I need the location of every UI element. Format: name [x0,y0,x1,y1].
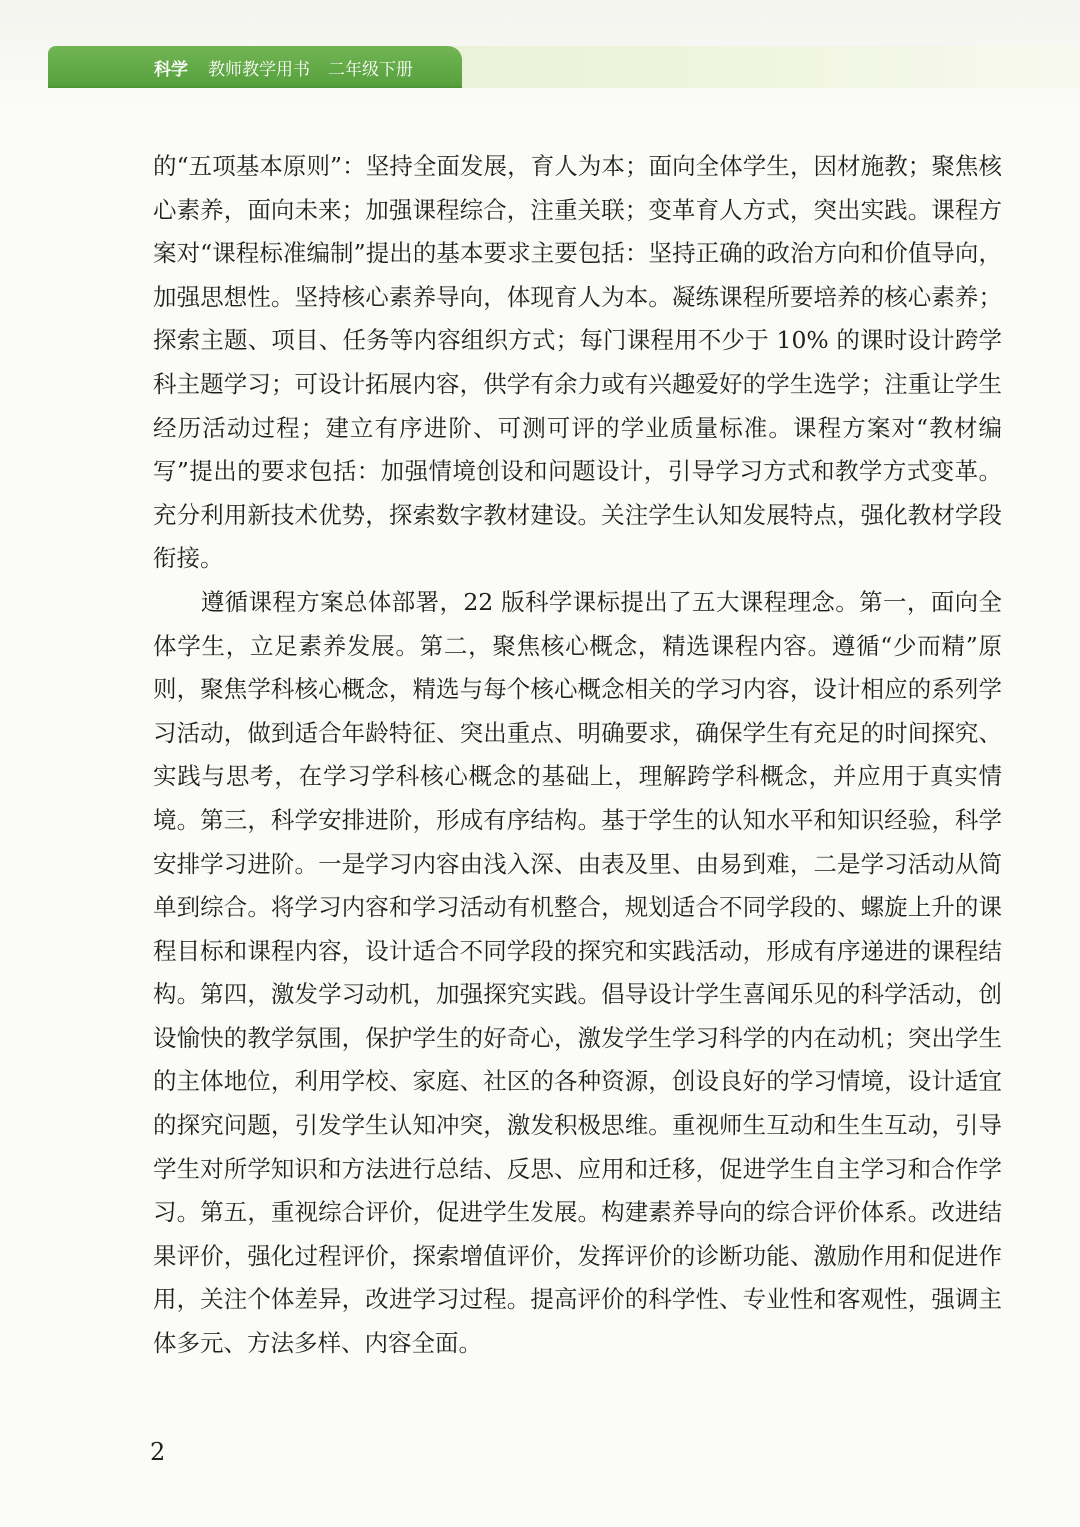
header-book-title: 教师教学用书 [208,59,310,80]
running-header [48,46,462,88]
header-subject: 科学 [154,59,188,80]
paragraph: 的“五项基本原则”：坚持全面发展，育人为本；面向全体学生，因材施教；聚焦核心素养，面向未来；加强课程综合，注重关联；变革育人方式，突出实践。课程方案对“课程标准编制”提出的基本要求主要包括：坚持正确的政治方向和价值导向，加强思想性。坚持核心素养导向，体现育人为本。凝练课程所要培养的核心素养；探索主题、项目、任务等内容组织方式；每门课程用不少于 10% 的课时设计跨学科主题学习；可设计拓展内容，供学有余力或有兴趣爱好的学生选学；注重让学生经历活动过程；建立有序进阶、可测可评的学业质量标准。课程方案对“教材编写”提出的要求包括：加强情境创设和问题设计，引导学习方式和教学方式变革。充分利用新技术优势，探索数字教材建设。关注学生认知发展特点，强化教材学段衔接。 [153,152,1002,573]
page-number: 2 [150,1438,166,1466]
header-grade: 二年级下册 [328,59,413,80]
paragraph: 遵循课程方案总体部署，22 版科学课标提出了五大课程理念。第一，面向全体学生，立足素养发展。第二，聚焦核心概念，精选课程内容。遵循“少而精”原则，聚焦学科核心概念，精选与每个核心概念相关的学习内容，设计相应的系列学习活动，做到适合年龄特征、突出重点、明确要求，确保学生有充足的时间探究、实践与思考，在学习学科核心概念的基础上，理解跨学科概念，并应用于真实情境。第三，科学安排进阶，形成有序结构。基于学生的认知水平和知识经验，科学安排学习进阶。一是学习内容由浅入深、由表及里、由易到难，二是学习活动从简单到综合。将学习内容和学习活动有机整合，规划适合不同学段的、螺旋上升的课程目标和课程内容，设计适合不同学段的探究和实践活动，形成有序递进的课程结构。第四，激发学习动机，加强探究实践。倡导设计学生喜闻乐见的科学活动，创设愉快的教学氛围，保护学生的好奇心，激发学生学习科学的内在动机；突出学生的主体地位，利用学校、家庭、社区的各种资源，创设良好的学习情境，设计适宜的探究问题，引发学生认知冲突，激发积极思维。重视师生互动和生生互动，引导学生对所学知识和方法进行总结、反思、应用和迁移，促进学生自主学习和合作学习。第五，重视综合评价，促进学生发展。构建素养导向的综合评价体系。改进结果评价，强化过程评价，探索增值评价，发挥评价的诊断功能、激励作用和促进作用，关注个体差异，改进学习过程。提高评价的科学性、专业性和客观性，强调主体多元、方法多样、内容全面。 [153,587,1002,1358]
body-text [153,145,1002,1366]
